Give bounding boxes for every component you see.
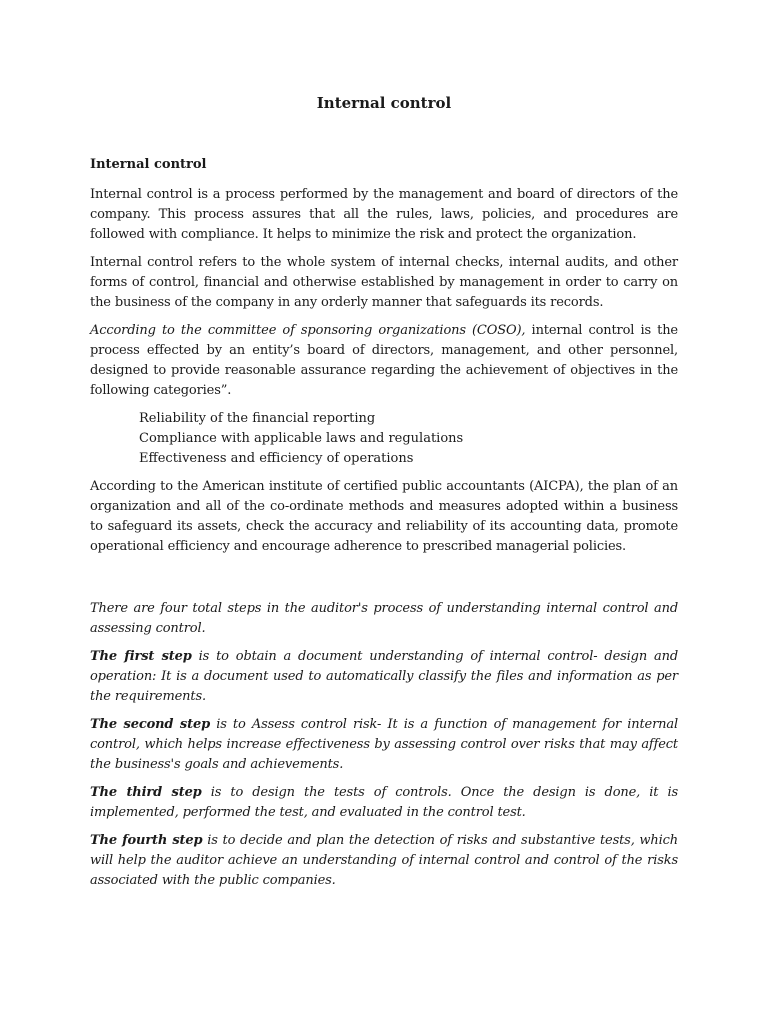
step-label: The second step xyxy=(90,717,211,732)
objective-categories-list xyxy=(90,409,678,469)
paragraph-coso xyxy=(90,321,678,401)
step-paragraph xyxy=(90,715,678,775)
step-label: The first step xyxy=(90,649,192,664)
coso-definition: internal control is the process effected by an entity’s board of directors, management, and other personnel, designed to provide reasonable assurance regarding the achievement of objectives in the following categories”. xyxy=(90,323,678,398)
step-label: The third step xyxy=(90,785,202,800)
document-title: Internal control xyxy=(316,94,452,112)
step-paragraph xyxy=(90,783,678,823)
list-item: Effectiveness and efficiency of operations xyxy=(139,451,414,466)
step-label: The fourth step xyxy=(90,833,203,848)
list-item: Reliability of the financial reporting xyxy=(139,411,376,426)
document-body xyxy=(90,155,678,899)
spacer xyxy=(90,565,678,599)
step-text: is to Assess control risk- It is a function of management for internal control, which helps increase effectiveness by assessing control over risks that may affect the business's goals and achievements. xyxy=(90,717,678,772)
step-text: is to obtain a document understanding of internal control- design and operation: It is a document used to automatically classify the files and information as per the requirements. xyxy=(90,649,678,704)
step-text: is to decide and plan the detection of risks and substantive tests, which will help the auditor achieve an understanding of internal control and control of the risks associated with the public companies. xyxy=(90,833,678,888)
step-paragraph xyxy=(90,647,678,707)
list-item: Compliance with applicable laws and regulations xyxy=(139,431,464,446)
paragraph-definition: Internal control is a process performed by the management and board of directors of the company. This process assures that all the rules, laws, policies, and procedures are followed with compliance. It helps to minimize the risk and protect the organization. xyxy=(90,187,678,242)
step-text: is to design the tests of controls. Once the design is done, it is implemented, performed the test, and evaluated in the control test. xyxy=(90,785,678,820)
paragraph-system: Internal control refers to the whole system of internal checks, internal audits, and other forms of control, financial and otherwise established by management in order to carry on the business of the company in any orderly manner that safeguards its records. xyxy=(90,255,678,310)
steps-intro: There are four total steps in the auditor's process of understanding internal control and assessing control. xyxy=(90,601,678,636)
step-paragraph xyxy=(90,831,678,891)
paragraph-aicpa: According to the American institute of certified public accountants (AICPA), the plan of an organization and all of the co-ordinate methods and measures adopted within a business to safeguard its assets, check the accuracy and reliability of its accounting data, promote operational efficiency and encourage adherence to prescribed managerial policies. xyxy=(90,479,678,554)
coso-reference: According to the committee of sponsoring organizations (COSO), xyxy=(90,323,526,338)
section-heading: Internal control xyxy=(90,157,207,172)
